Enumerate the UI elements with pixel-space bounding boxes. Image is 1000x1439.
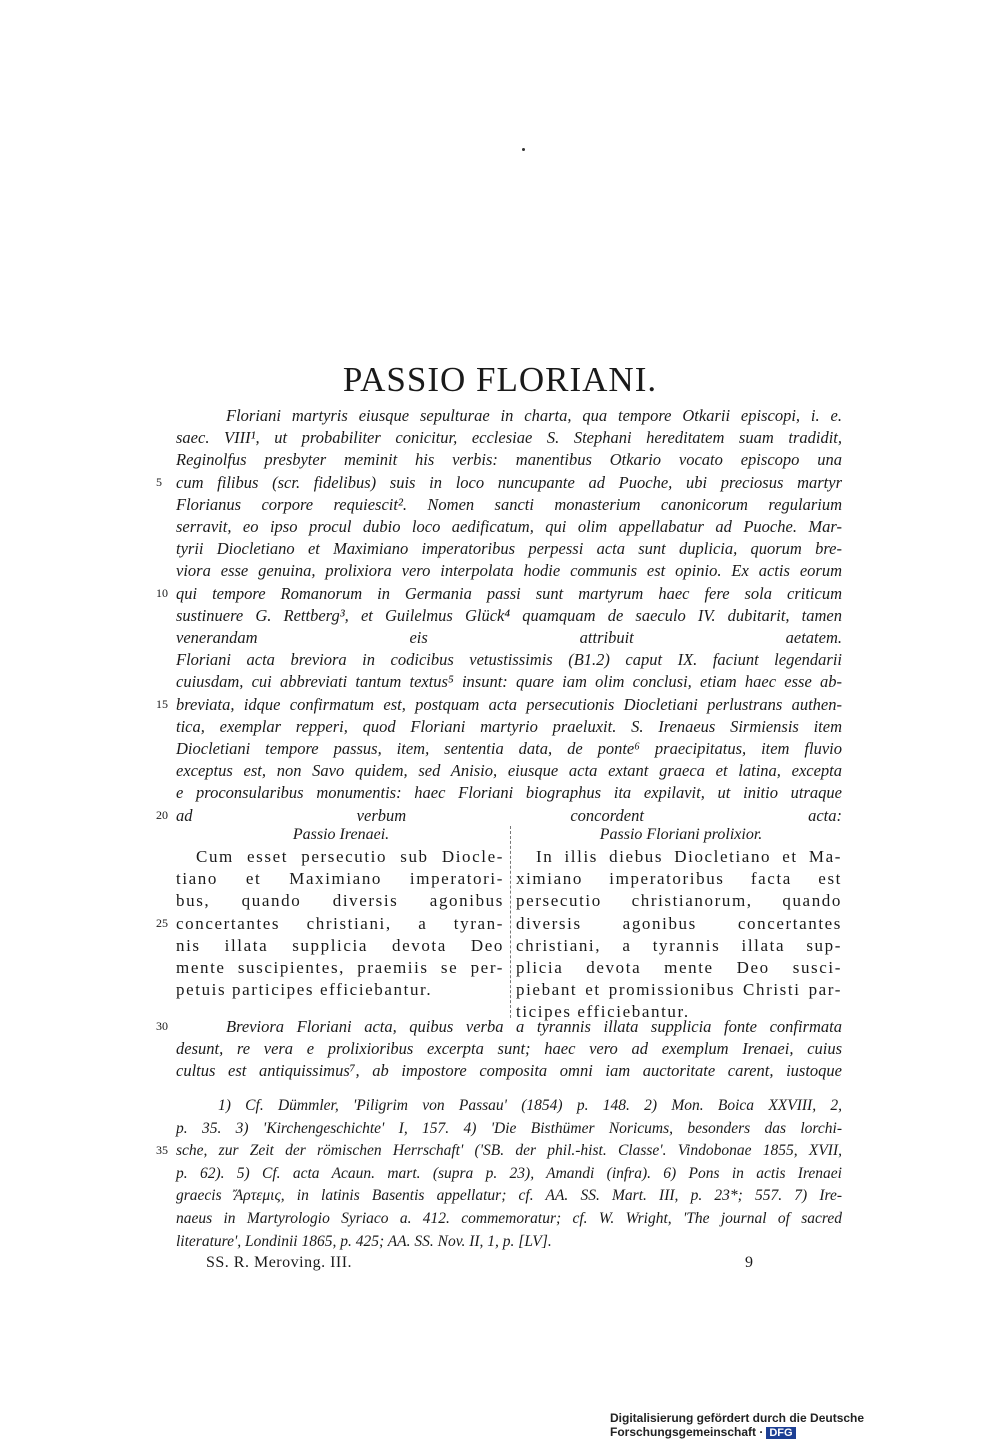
body-line: breviata, idque confirmatum est, postquam acta persecutionis Diocletiani perlustrans authen- [176,694,842,714]
body-line: desunt, re vera e prolixioribus excerpta sunt; haec vero ad exemplum Irenaei, cuius [176,1039,842,1059]
body-line: serravit, eo ipso procul dubio loco aedificatum, qui olim appellabatur ad Puoche. Mar- [176,517,842,536]
dfg-credit [610,1411,1000,1439]
body-line: cultus est antiquissimus⁷, ab impostore composita omni iam auctoritate carent, iustoque [176,1061,842,1081]
column-right-line: persecutio christianorum, quando [516,891,842,911]
body-line: Breviora Floriani acta, quibus verba a tyrannis illata supplicia fonte confirmata [226,1017,842,1036]
column-left-line: concertantes christiani, a tyran- [176,913,504,933]
page-speck [522,148,525,151]
body-line: exceptus est, non Savo quidem, sed Anisio, eiusque acta extant graeca et latina, excepta [176,761,842,781]
line-number: 30 [156,1019,168,1033]
page-title: PASSIO FLORIANI. [342,360,658,399]
line-number: 5 [156,474,162,489]
column-left-line: Cum esset persecutio sub Diocle- [196,847,504,866]
dfg-credit-text: Digitalisierung gefördert durch die Deutsche Forschungsgemeinschaft · [610,1411,865,1439]
column-right-line: plicia devota mente Deo susci- [516,958,842,977]
body-line: e proconsularibus monumentis: haec Floriani biographus ita expilavit, ut initio utraque [176,783,842,803]
footnote-line: p. 35. 3) 'Kirchengeschichte' I, 157. 4) 'Die Bisthümer Noricums, besonders das lorchi- [176,1119,842,1137]
body-line: qui tempore Romanorum in Germania passi sunt martyrum haec fere sola criticum [176,583,842,603]
body-line: ad verbum concordent acta: [176,805,842,825]
line-number: 25 [156,915,168,930]
body-line: Reginolfus presbyter meminit his verbis: manentibus Otkario vocato episcopo una [176,450,842,470]
footnote-line: naeus in Martyrologio Syriaco a. 412. commemoratur; cf. W. Wright, 'The journal of sacred [176,1210,842,1227]
body-line: Floriani martyris eiusque sepulturae in charta, qua tempore Otkarii episcopi, i. e. [226,406,842,425]
footnote-line: graecis Ἄρτεμις, in latinis Basentis appellatur; cf. AA. SS. Mart. III, p. 23*; 557. 7) Ire- [176,1187,842,1205]
body-line: Florianus corpore requiescit². Nomen sancti monasterium canonicorum regularium [176,494,842,514]
column-divider [510,826,511,1018]
body-line: cum filibus (scr. fidelibus) suis in loco nuncupante ad Puoche, ubi preciosus martyr [176,472,842,492]
column-left-line: tiano et Maximiano imperatori- [176,869,504,889]
column-right-line: ticipes efficiebantur. [516,1002,690,1022]
body-line: cuiusdam, cui abbreviati tantum textus⁵ insunt: quare iam olim conclusi, etiam haec esse ab- [176,672,842,692]
column-right-line: christiani, a tyrannis illata sup- [516,935,842,955]
body-line: Diocletiani tempore passus, item, sententia data, de ponte⁶ praecipitatus, item fluvio [176,739,842,758]
line-number: 35 [156,1143,168,1158]
column-right-line: In illis diebus Diocletiano et Ma- [536,847,842,866]
column-left-line: petuis participes efficiebantur. [176,980,433,1000]
body-line: viora esse genuina, prolixiora vero interpolata hodie communis est opinio. Ex actis eorum [176,561,842,581]
body-line: Floriani acta breviora in codicibus vetustissimis (B1.2) caput IX. faciunt legendarii [176,650,842,670]
footnote-line: literature', Londinii 1865, p. 425; AA. SS. Nov. II, 1, p. [LV]. [176,1232,552,1250]
column-right-line: piebant et promissionibus Christi par- [516,980,842,1000]
body-line: tica, exemplar repperi, quod Floriani martyrio praeluxit. S. Irenaeus Sirmiensis item [176,716,842,736]
footnote-line: 1) Cf. Dümmler, 'Piligrim von Passau' (1854) p. 148. 2) Mon. Boica XXVIII, 2, [218,1097,842,1114]
column-title-right: Passio Floriani prolixior. [599,826,763,843]
footnote-line: p. 62). 5) Cf. acta Acaun. mart. (supra p. 23), Amandi (infra). 6) Pons in actis Irenaei [176,1164,842,1182]
body-line: tyrii Diocletiano et Maximiano imperatoribus perpessi acta sunt duplicia, quorum bre- [176,539,842,559]
line-number: 15 [156,696,168,711]
column-left-line: mente suscipientes, praemiis se per- [176,958,504,977]
page-number: 9 [745,1254,753,1271]
line-number: 20 [156,807,168,822]
column-right-line: ximiano imperatoribus facta est [516,869,842,889]
body-line: saec. VIII¹, ut probabiliter conicitur, ecclesiae S. Stephani hereditatem suam tradidit, [176,428,842,448]
body-line: sustinuere G. Rettberg³, et Guilelmus Glück⁴ quamquam de saeculo IV. dubitarit, tamen [176,605,842,625]
column-title-left: Passio Irenaei. [292,826,390,843]
footer-series-label: SS. R. Meroving. III. [206,1254,353,1271]
column-right-line: diversis agonibus concertantes [516,913,842,933]
body-line: venerandam eis attribuit aetatem. [176,628,842,647]
dfg-logo: DFG [766,1427,795,1439]
footnote-line: sche, zur Zeit der römischen Herrschaft' ('SB. der phil.-hist. Classe'. Vindobonae 1855, XVII, [176,1142,842,1160]
column-left-line: bus, quando diversis agonibus [176,891,504,911]
column-left-line: nis illata supplicia devota Deo [176,935,504,955]
line-number: 10 [156,585,168,600]
